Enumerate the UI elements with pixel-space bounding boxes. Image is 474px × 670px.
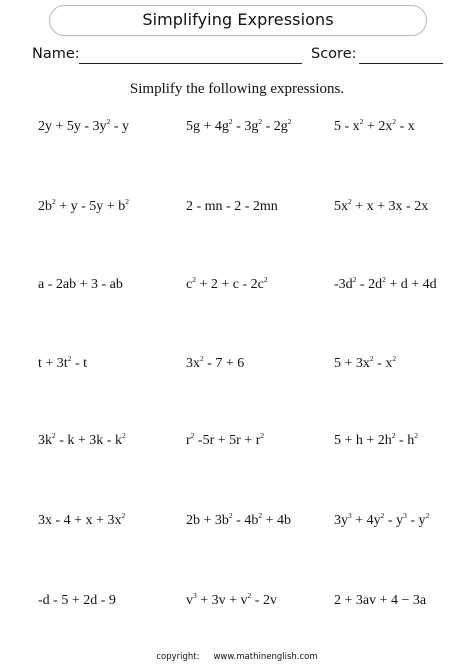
exponent: 2 xyxy=(258,117,263,126)
problem-expression: $-3d^2 - 2d^2 + d + 4d$ xyxy=(334,275,437,292)
exponent: 2 xyxy=(359,117,364,126)
exponent: 2 xyxy=(52,431,56,440)
problem-expression: $5x^2 + x + 3x - 2x$ xyxy=(334,197,429,214)
problem-expression: $5 + 3x^2 - x^2$ xyxy=(334,354,397,371)
exponent: 2 xyxy=(190,431,195,440)
exponent: 2 xyxy=(425,511,430,520)
problem-expression: $t + 3t^2 - t$ xyxy=(38,354,87,371)
worksheet-title: Simplifying Expressions xyxy=(142,10,334,29)
problem-expression: $3x - 4 + x + 3x^2$ xyxy=(38,511,126,528)
problem-expression: $r^2$ $-5r + 5r + r^2$ xyxy=(186,431,265,448)
exponent: 2 xyxy=(263,275,268,284)
exponent: 2 xyxy=(352,275,357,284)
problem-expression: -d - 5 + 2d - 9 xyxy=(38,593,116,608)
exponent: 2 xyxy=(228,117,233,126)
footer xyxy=(0,652,474,662)
exponent: 2 xyxy=(348,197,352,206)
exponent: 2 xyxy=(67,354,72,363)
problem-expression: a - 2ab + 3 - ab xyxy=(38,277,123,292)
exponent: 2 xyxy=(369,354,374,363)
problem-expression: $v^3 + 3v + v^2 - 2v$ xyxy=(186,591,277,608)
exponent: 2 xyxy=(382,275,386,284)
exponent: 3 xyxy=(348,511,352,520)
problem-expression: $3k^2 - k + 3k - k^2$ xyxy=(38,431,126,448)
worksheet-title-box xyxy=(49,5,427,36)
exponent: 2 xyxy=(260,431,265,440)
exponent: 2 xyxy=(52,197,56,206)
exponent: 2 xyxy=(121,511,126,520)
exponent: 3 xyxy=(403,511,407,520)
problem-expression: $3x^2 - 7 + 6$ xyxy=(186,354,245,371)
problem-expression: $c^2 + 2 + c - 2c^2$ xyxy=(186,275,268,292)
instructions-text: Simplify the following expressions. xyxy=(129,81,345,97)
exponent: 2 xyxy=(391,431,396,440)
exponent: 2 xyxy=(258,511,263,520)
problem-expression: 2 + 3av + 4 − 3a xyxy=(334,593,427,608)
problem-expression: $5g + 4g^2 - 3g^2 - 2g^2$ xyxy=(186,117,292,134)
exponent: 2 xyxy=(125,197,129,206)
footer-copyright-label: copyright: xyxy=(156,652,200,662)
exponent: 2 xyxy=(247,591,252,600)
problem-expression: $2b^2 + y - 5y + b^2$ xyxy=(38,197,129,214)
exponent: 2 xyxy=(392,117,397,126)
problem-expression: 2 - mn - 2 - 2mn xyxy=(186,199,278,214)
name-label: Name: xyxy=(32,46,80,62)
score-line[interactable] xyxy=(359,63,443,64)
exponent: 2 xyxy=(121,431,126,440)
footer-site: www.mathinenglish.com xyxy=(213,652,318,662)
exponent: 2 xyxy=(200,354,204,363)
problem-expression: $3y^3 + 4y^2 - y^3 - y^2$ xyxy=(334,511,430,528)
problem-expression: $2y + 5y - 3y^2 - y$ xyxy=(38,117,129,134)
exponent: 2 xyxy=(287,117,292,126)
score-label: Score: xyxy=(311,46,357,62)
exponent: 2 xyxy=(380,511,385,520)
exponent: 3 xyxy=(193,591,197,600)
exponent: 2 xyxy=(392,354,397,363)
problem-expression: $2b + 3b^2 - 4b^2 + 4b$ xyxy=(186,511,291,528)
exponent: 2 xyxy=(228,511,233,520)
problem-expression: $5 - x^2 + 2x^2 - x$ xyxy=(334,117,415,134)
exponent: 2 xyxy=(414,431,418,440)
name-line[interactable] xyxy=(79,63,302,64)
exponent: 2 xyxy=(192,275,196,284)
problem-expression: $5 + h + 2h^2 - h^2$ xyxy=(334,431,418,448)
exponent: 2 xyxy=(106,117,111,126)
